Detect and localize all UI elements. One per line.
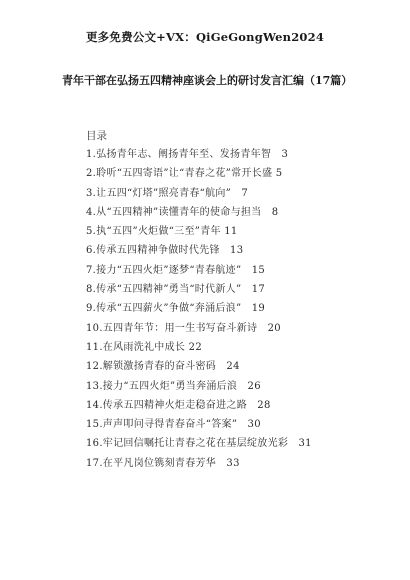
toc-item-text: 12.解锁激扬青春的奋斗密码 24 (86, 361, 240, 373)
toc-item[interactable] (86, 184, 386, 203)
toc-item-text: 3.让五四“灯塔”照亮青春“航向” 7 (86, 187, 249, 199)
toc-item-text: 15.声声叩问寻得青春奋斗“答案” 30 (86, 419, 261, 431)
toc-item[interactable] (86, 203, 386, 222)
toc-item-text: 7.接力“五四火炬”逐梦“青春航迹” 15 (86, 264, 266, 276)
toc-item[interactable] (86, 280, 386, 299)
toc-item[interactable] (86, 241, 386, 260)
toc-item[interactable] (86, 434, 386, 453)
toc-item-text: 14.传承五四精神火炬走稳奋进之路 28 (86, 399, 271, 411)
toc-item[interactable] (86, 319, 386, 338)
toc-item[interactable] (86, 261, 386, 280)
toc-item[interactable] (86, 164, 386, 183)
toc-item[interactable] (86, 377, 386, 396)
header-note: 更多免费公文+VX：QiGeGongWen2024 (85, 30, 325, 44)
toc-item-text: 11.在风雨洗礼中成长 22 (86, 341, 203, 353)
toc-item-text: 16.牢记回信嘱托让青春之花在基层绽放光彩 31 (86, 438, 312, 450)
toc-item[interactable] (86, 415, 386, 434)
toc-item-text: 8.传承“五四精神”勇当“时代新人” 17 (86, 284, 266, 296)
toc-item[interactable] (86, 145, 386, 164)
toc-item[interactable] (86, 222, 386, 241)
toc-item[interactable] (86, 338, 386, 357)
toc-item-text: 10.五四青年节：用一生书写奋斗新诗 20 (86, 322, 281, 334)
toc-list (86, 145, 386, 473)
toc-item-text: 17.在平凡岗位镌刻青春芳华 33 (86, 457, 240, 469)
toc-item-text: 2.聆听“五四寄语”让“青春之花”常开长盛 5 (86, 168, 283, 180)
document-title: 青年干部在弘扬五四精神座谈会上的研讨发言汇编（17篇） (62, 74, 353, 87)
toc-item[interactable] (86, 396, 386, 415)
toc-item-text: 9.传承“五四薪火”争做“奔涌后浪” 19 (86, 303, 266, 315)
toc-item-text: 5.执“五四”火炬做“三至”青年 11 (86, 226, 238, 238)
toc-item[interactable] (86, 454, 386, 473)
toc-heading: 目录 (86, 130, 107, 142)
toc-item-text: 13.接力“五四火炬”勇当奔涌后浪 26 (86, 380, 261, 392)
toc-item[interactable] (86, 299, 386, 318)
toc-item-text: 6.传承五四精神争做时代先锋 13 (86, 245, 244, 257)
toc-item-text: 1.弘扬青年志、阐扬青年至、发扬青年智 3 (86, 149, 289, 160)
toc-item[interactable] (86, 357, 386, 376)
toc-item-text: 4.从“五四精神”读懂青年的使命与担当 8 (86, 206, 279, 218)
